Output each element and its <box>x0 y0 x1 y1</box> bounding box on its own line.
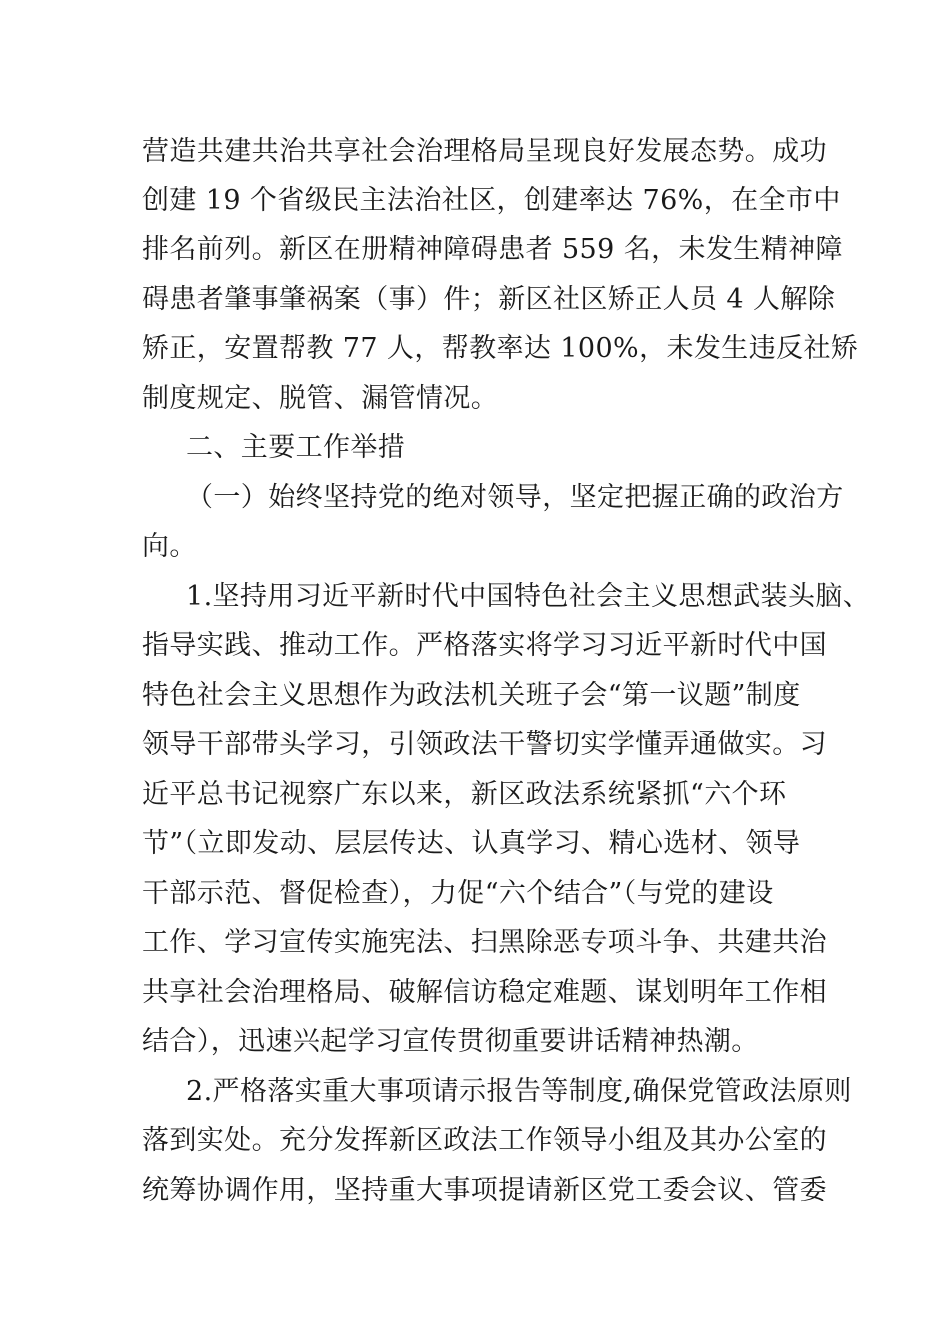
paragraph-start: 2.严格落实重大事项请示报告等制度,确保党管政法原则 <box>186 1076 852 1107</box>
text-line: 特色社会主义思想作为政法机关班子会“第一议题”制度 <box>142 680 801 711</box>
text-line: 指导实践、推动工作。严格落实将学习习近平新时代中国 <box>142 630 827 661</box>
text-line: 工作、学习宣传实施宪法、扫黑除恶专项斗争、共建共治 <box>142 927 827 958</box>
text-line: 节”（立即发动、层层传达、认真学习、精心选材、领导 <box>142 828 801 859</box>
subsection-heading: （一）始终坚持党的绝对领导，坚定把握正确的政治方 <box>186 482 844 513</box>
text-line: 向。 <box>142 531 197 562</box>
text-line: 营造共建共治共享社会治理格局呈现良好发展态势。成功 <box>142 136 827 167</box>
text-line: 结合），迅速兴起学习宣传贯彻重要讲话精神热潮。 <box>142 1026 759 1057</box>
text-line: 共享社会治理格局、破解信访稳定难题、谋划明年工作相 <box>142 977 827 1008</box>
text-line: 干部示范、督促检查），力促“六个结合”（与党的建设 <box>142 878 774 909</box>
text-line: 制度规定、脱管、漏管情况。 <box>142 383 499 414</box>
text-line: 创建 19 个省级民主法治社区，创建率达 76%，在全市中 <box>142 185 841 216</box>
section-heading: 二、主要工作举措 <box>186 432 406 463</box>
text-line: 领导干部带头学习，引领政法干警切实学懂弄通做实。习 <box>142 729 827 760</box>
text-line: 落到实处。充分发挥新区政法工作领导小组及其办公室的 <box>142 1125 827 1156</box>
text-line: 排名前列。新区在册精神障碍患者 559 名，未发生精神障 <box>142 234 843 265</box>
text-line: 矫正，安置帮教 77 人，帮教率达 100%，未发生违反社矫 <box>142 333 859 364</box>
text-line: 近平总书记视察广东以来，新区政法系统紧抓“六个环 <box>142 779 787 810</box>
text-line: 碍患者肇事肇祸案（事）件；新区社区矫正人员 4 人解除 <box>142 284 836 315</box>
text-line: 统筹协调作用，坚持重大事项提请新区党工委会议、管委 <box>142 1175 827 1206</box>
paragraph-start: 1.坚持用习近平新时代中国特色社会主义思想武装头脑、 <box>186 581 871 612</box>
